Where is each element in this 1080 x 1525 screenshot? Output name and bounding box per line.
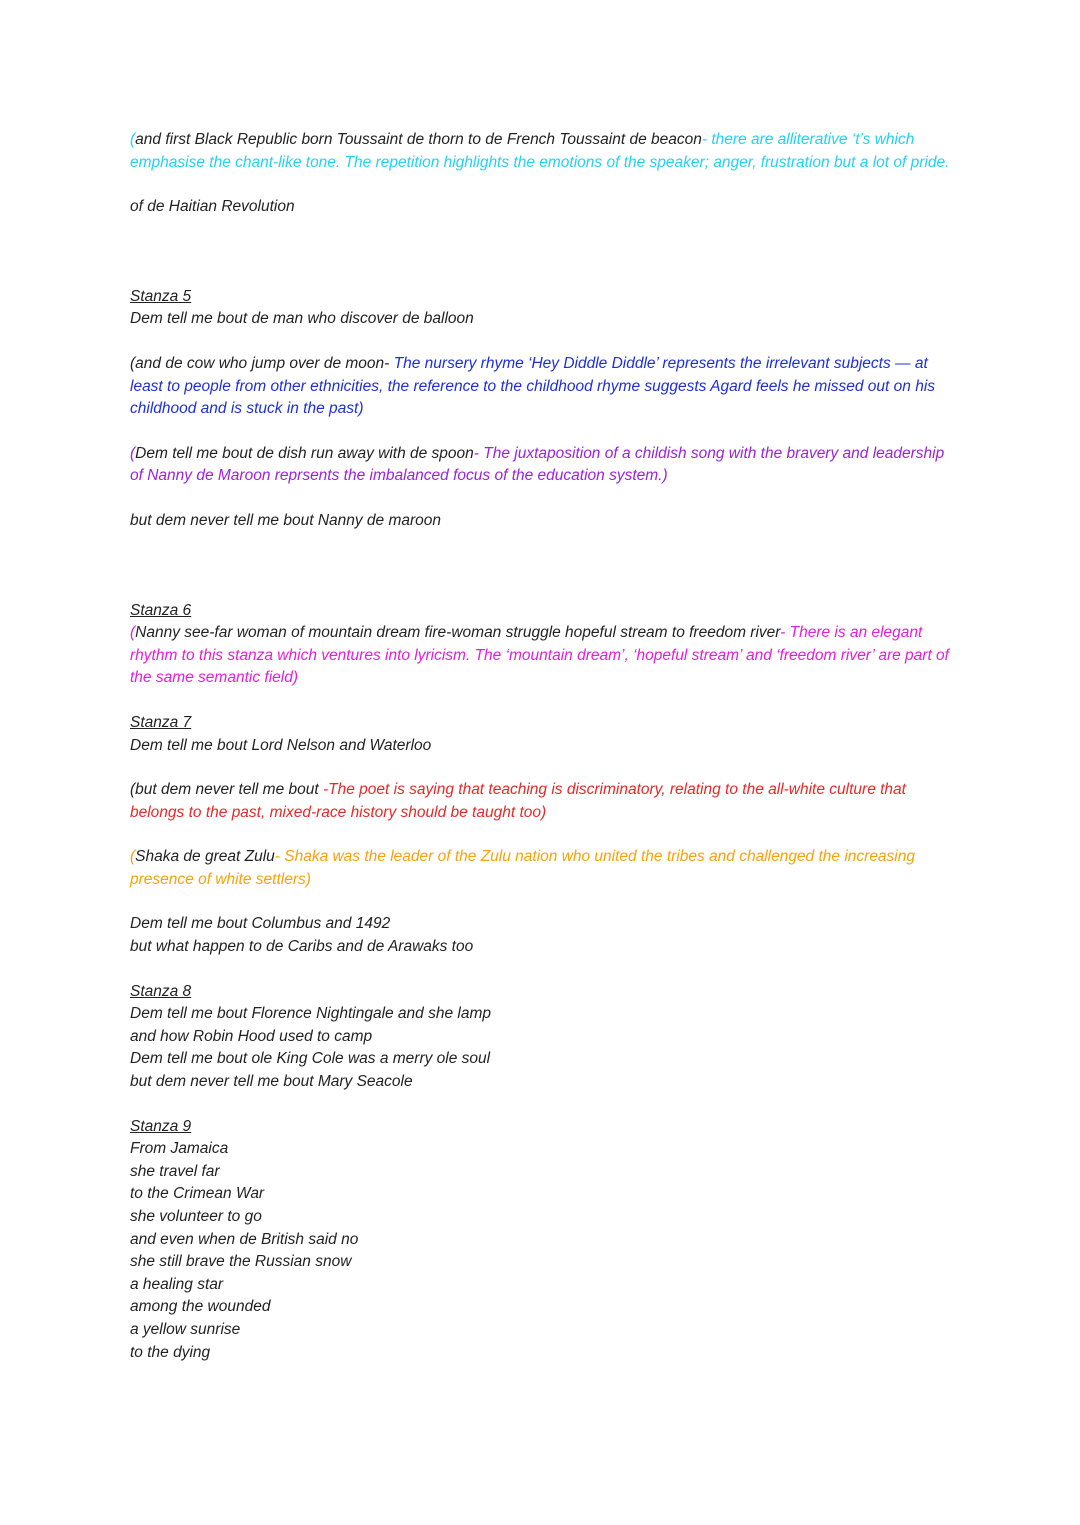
poem-line: and even when de British said no	[130, 1230, 359, 1248]
poem-line: Dem tell me bout de man who discover de balloon	[130, 310, 474, 328]
poem-quote: Shaka de great Zulu	[135, 848, 275, 866]
poem-line: to the dying	[130, 1343, 211, 1361]
open-paren: (	[130, 131, 136, 148]
poem-line: From Jamaica	[130, 1140, 229, 1158]
poem-line: she travel far	[130, 1162, 220, 1180]
annotation-note: - There is an elegant rhythm to this stanza which ventures into lyricism. The ‘mountain dream’, ‘hopeful stream’ and ‘freedom river’ are part of the same semantic field)	[130, 624, 949, 687]
stanza-7-annotation-b	[130, 846, 952, 891]
poem-line: a healing star	[130, 1275, 224, 1293]
stanza-5-annotation-a	[130, 353, 952, 421]
notes-page	[130, 129, 952, 1364]
dash: -	[701, 131, 712, 148]
stanza-9-heading: Stanza 9	[130, 1117, 192, 1135]
open-paren: (	[130, 444, 136, 462]
open-paren: (	[130, 624, 136, 642]
annotation-note: -The poet is saying that teaching is discriminatory, relating to the all-white culture that belongs to the past, mixed-race history should be taught too)	[130, 781, 906, 821]
poem-line: to the Crimean War	[130, 1185, 265, 1203]
stanza-8-heading: Stanza 8	[130, 982, 192, 1000]
annotation-note: The nursery rhyme ‘Hey Diddle Diddle’ represents the irrelevant subjects — at least to people from other ethnicities, the reference to the childhood rhyme suggests Agard feels he missed out on his childhood and is stuck in the past)	[130, 354, 936, 418]
poem-line: but what happen to de Caribs and de Arawaks too	[130, 938, 474, 956]
intro-annotation	[130, 129, 952, 174]
poem-line: Dem tell me bout Columbus and 1492	[130, 915, 391, 933]
annotation-note: - The juxtaposition of a childish song with the bravery and leadership of Nanny de Maroon reprsents the imbalanced focus of the education system.)	[130, 444, 945, 485]
open-paren-quote	[130, 781, 323, 798]
poem-quote: (and de cow who jump over de moon-	[130, 354, 390, 372]
poem-line: but dem never tell me bout Mary Seacole	[130, 1073, 413, 1091]
poem-line: and how Robin Hood used to camp	[130, 1027, 373, 1045]
stanza-6-heading: Stanza 6	[130, 601, 192, 619]
stanza-5-annotation-b	[130, 443, 952, 488]
poem-line: Dem tell me bout Lord Nelson and Waterloo	[130, 736, 432, 754]
stanza-6-annotation	[130, 622, 952, 690]
poem-line: but dem never tell me bout Nanny de maroon	[130, 511, 442, 529]
poem-line: Dem tell me bout Florence Nightingale and she lamp	[130, 1005, 491, 1023]
stanza-7-heading: Stanza 7	[130, 713, 192, 731]
poem-line: Dem tell me bout ole King Cole was a merry ole soul	[130, 1050, 491, 1068]
stanza-5-heading: Stanza 5	[130, 287, 192, 305]
open-paren: (	[130, 848, 136, 866]
annotation-note: - Shaka was the leader of the Zulu nation who united the tribes and challenged the increasing presence of white settlers)	[130, 848, 915, 888]
poem-line: among the wounded	[130, 1298, 271, 1316]
poem-line: she volunteer to go	[130, 1208, 262, 1225]
poem-line: of de Haitian Revolution	[130, 198, 295, 216]
poem-line: a yellow sunrise	[130, 1320, 241, 1338]
poem-quote: and first Black Republic born Toussaint de thorn to de French Toussaint de beacon	[135, 131, 702, 148]
poem-quote: (but dem never tell me bout	[130, 781, 323, 799]
poem-line: she still brave the Russian snow	[130, 1253, 352, 1271]
stanza-7-annotation-a	[130, 779, 952, 824]
poem-quote: Nanny see-far woman of mountain dream fire-woman struggle hopeful stream to freedom river	[135, 624, 781, 642]
annotation-note: there are alliterative ‘t’s which emphasise the chant-like tone. The repetition highlights the emotions of the speaker; anger, frustration but a lot of pride.	[130, 131, 950, 171]
poem-quote: Dem tell me bout de dish run away with de spoon	[135, 444, 474, 462]
